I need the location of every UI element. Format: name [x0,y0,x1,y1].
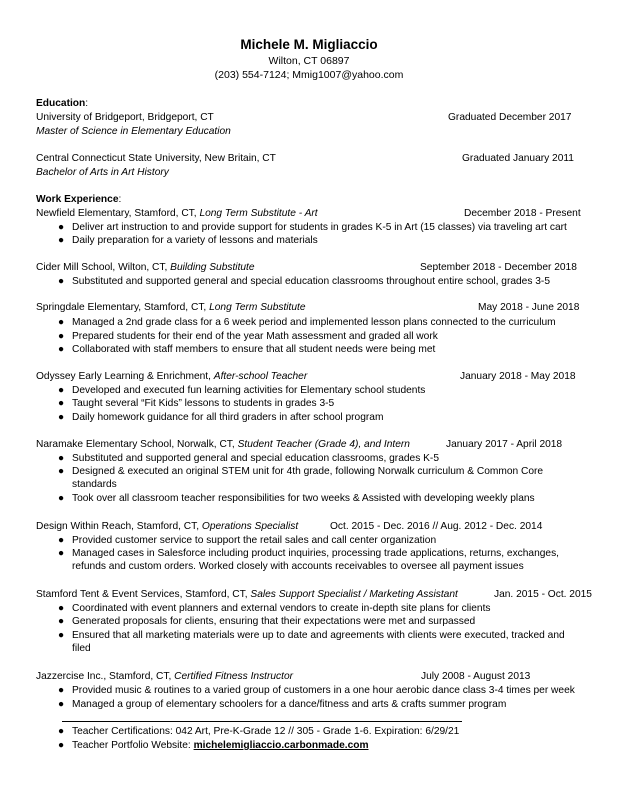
portfolio-label: Teacher Portfolio Website: [72,740,194,751]
address: Wilton, CT 06897 [268,55,350,67]
job-date: Oct. 2015 - Dec. 2016 // Aug. 2012 - Dec. 2014 [330,521,543,532]
bullet-dot: ● [58,535,65,546]
job-bullet: Daily preparation for a variety of lessons and materials [72,235,318,246]
job-header: Stamford Tent & Event Services, Stamford, CT, Sales Support Specialist / Marketing Assistant [36,589,458,600]
bullet-dot: ● [58,699,65,710]
job-header: Naramake Elementary School, Norwalk, CT, Student Teacher (Grade 4), and Intern [36,439,410,450]
certifications: Teacher Certifications: 042 Art, Pre-K-Grade 12 // 305 - Grade 1-6. Expiration: 6/29/21 [72,726,460,737]
job-date: Jan. 2015 - Oct. 2015 [494,589,592,600]
edu-date: Graduated January 2011 [462,153,574,164]
job-bullet: Prepared students for their end of the year Math assessment and graded all work [72,331,438,342]
divider [62,721,462,722]
job-header: Jazzercise Inc., Stamford, CT, Certified Fitness Instructor [36,671,294,682]
edu-school: University of Bridgeport, Bridgeport, CT [36,112,214,123]
edu-date: Graduated December 2017 [448,112,572,123]
job-bullet: Managed a group of elementary schoolers for a dance/fitness and arts & crafts summer program [72,699,507,710]
bullet-dot: ● [58,222,65,233]
bullet-dot: ● [58,317,65,328]
bullet-dot: ● [58,331,65,342]
job-header: Odyssey Early Learning & Enrichment, After-school Teacher [36,371,308,382]
candidate-name: Michele M. Migliaccio [240,37,378,52]
education-heading: Education: [36,98,89,109]
job-header: Springdale Elementary, Stamford, CT, Long Term Substitute [36,302,306,313]
job-bullet: Deliver art instruction to and provide support for students in grades K-5 in Art (15 classes) via traveling art cart [72,222,567,233]
job-bullet: Provided music & routines to a varied group of customers in a one hour aerobic dance class 3-4 times per week [72,685,575,696]
bullet-dot: ● [58,453,65,464]
job-bullet: Provided customer service to support the retail sales and call center organization [72,535,437,546]
job-bullet: Coordinated with event planners and external vendors to create in-depth site plans for clients [72,603,491,614]
bullet-dot: ● [58,493,65,504]
bullet-dot: ● [58,235,65,246]
job-date: July 2008 - August 2013 [421,671,531,682]
job-bullet: Managed cases in Salesforce including product inquiries, processing trade applications, returns, exchanges, refunds and custom orders. Worked closely with accounts receivables to oversee all payment issues [72,548,560,572]
edu-degree: Master of Science in Elementary Education [36,126,231,137]
contact-info: (203) 554-7124; Mmig1007@yahoo.com [214,69,404,81]
job-bullet: Substituted and supported general and special education classrooms, grades K-5 [72,453,439,464]
job-bullet: Designed & executed an original STEM unit for 4th grade, following Norwalk curriculum & Common Core standards [72,466,544,490]
bullet-dot: ● [58,630,65,641]
bullet-dot: ● [58,385,65,396]
job-bullet: Daily homework guidance for all third graders in after school program [72,412,384,423]
job-date: January 2018 - May 2018 [460,371,576,382]
bullet-dot: ● [58,616,65,627]
bullet-dot: ● [58,398,65,409]
job-header: Cider Mill School, Wilton, CT, Building Substitute [36,262,255,273]
work-heading: Work Experience: [36,194,122,205]
bullet-dot: ● [58,726,65,737]
bullet-dot: ● [58,685,65,696]
job-bullet: Managed a 2nd grade class for a 6 week period and implemented lesson plans connected to the curriculum [72,317,556,328]
job-date: September 2018 - December 2018 [420,262,577,273]
job-header: Newfield Elementary, Stamford, CT, Long Term Substitute - Art [36,208,318,219]
job-date: January 2017 - April 2018 [446,439,563,450]
job-bullet: Ensured that all marketing materials were up to date and agreements with clients were executed, tracked and filed [72,630,565,654]
job-bullet: Took over all classroom teacher responsibilities for two weeks & Assisted with developing weekly plans [72,493,535,504]
edu-degree: Bachelor of Arts in Art History [36,167,169,178]
job-date: December 2018 - Present [464,208,581,219]
bullet-dot: ● [58,412,65,423]
portfolio [72,739,580,752]
job-bullet: Taught several “Fit Kids” lessons to students in grades 3-5 [72,398,335,409]
portfolio-link[interactable]: michelemigliaccio.carbonmade.com [193,740,369,751]
job-bullet: Collaborated with staff members to ensure that all student needs were being met [72,344,436,355]
bullet-dot: ● [58,548,65,559]
bullet-dot: ● [58,466,65,477]
job-bullet: Developed and executed fun learning activities for Elementary school students [72,385,426,396]
job-date: May 2018 - June 2018 [478,302,580,313]
job-bullet: Generated proposals for clients, ensuring that their expectations were met and surpassed [72,616,476,627]
bullet-dot: ● [58,740,65,751]
job-header: Design Within Reach, Stamford, CT, Operations Specialist [36,521,299,532]
job-bullet: Substituted and supported general and special education classrooms throughout entire school, grades 3-5 [72,276,550,287]
bullet-dot: ● [58,603,65,614]
bullet-dot: ● [58,276,65,287]
edu-school: Central Connecticut State University, New Britain, CT [36,153,276,164]
bullet-dot: ● [58,344,65,355]
